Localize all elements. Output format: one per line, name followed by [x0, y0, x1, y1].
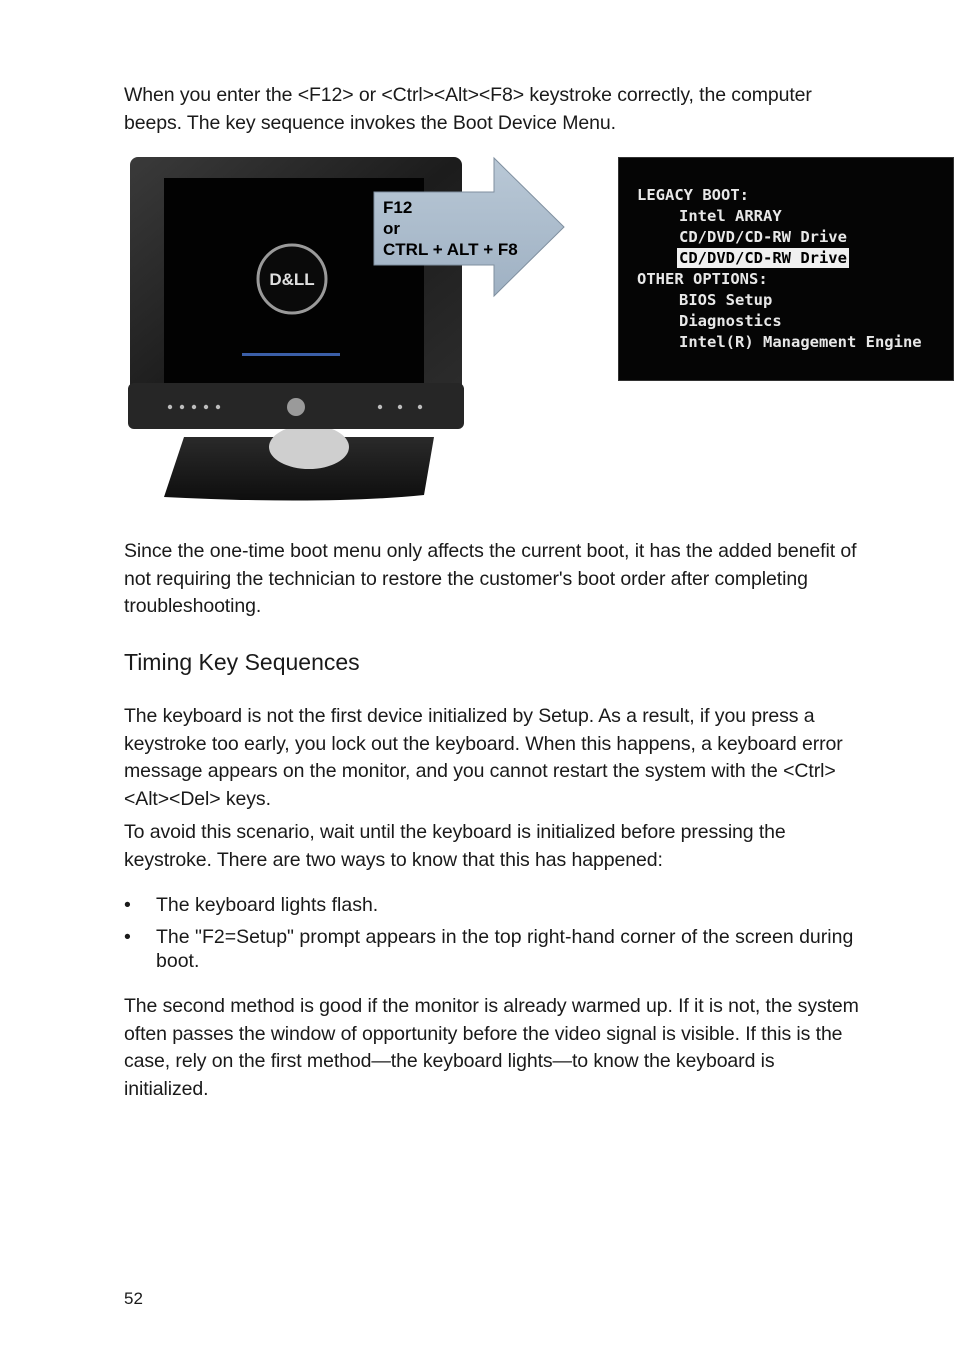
bullet-symbol: •: [124, 894, 131, 916]
section-title: Timing Key Sequences: [124, 649, 360, 675]
boot-device-menu-term: Boot Device Menu: [452, 111, 611, 134]
avoid-paragraph: To avoid this scenario, wait until the keyboard is initialized before pressing the keystroke. There are two ways to know that this has happened:: [124, 821, 786, 871]
intro-paragraph: [124, 82, 864, 137]
intro-text: When you enter the <F12> or <Ctrl><Alt><F8> keystroke correctly, the computer beeps. The key sequence invokes the: [124, 84, 812, 134]
boot-item-intel-array: Intel ARRAY: [679, 207, 782, 225]
arrow-label-ctrl-alt-f8: CTRL + ALT + F8: [383, 240, 518, 259]
option-diagnostics: Diagnostics: [679, 312, 782, 330]
legacy-boot-header: LEGACY BOOT:: [637, 186, 749, 204]
other-options-header: OTHER OPTIONS:: [637, 270, 768, 288]
option-management-engine: Intel(R) Management Engine: [679, 333, 922, 351]
monitor-illustration: [124, 155, 569, 505]
intro-text-end: .: [610, 111, 616, 134]
dell-logo: D&LL: [269, 270, 315, 289]
onetime-boot-paragraph: Since the one-time boot menu only affects the current boot, it has the added benefit of not requiring the technician to restore the customer's boot order after completing troubleshooting.: [124, 540, 857, 617]
option-bios-setup: BIOS Setup: [679, 291, 773, 309]
boot-item-cd-dvd-2-selected: CD/DVD/CD-RW Drive: [679, 249, 847, 267]
boot-item-cd-dvd-1: CD/DVD/CD-RW Drive: [679, 228, 847, 246]
arrow-label-or: or: [383, 219, 400, 238]
list-item: [124, 894, 864, 920]
bullet-symbol: •: [124, 926, 131, 948]
keyboard-paragraph: The keyboard is not the first device initialized by Setup. As a result, if you press a keystroke too early, you lock out the keyboard. When this happens, a keyboard error message appears on the monitor, and you cannot restart the system with the <Ctrl><Alt><Del> keys.: [124, 705, 843, 810]
boot-menu-screenshot: [618, 157, 954, 381]
list-item-text: The "F2=Setup" prompt appears in the top right-hand corner of the screen during boot.: [156, 926, 854, 972]
list-item: [124, 926, 864, 976]
second-method-paragraph: The second method is good if the monitor is already warmed up. If it is not, the system often passes the window of opportunity before the video signal is visible. If this is the case, rely on the first method—the keyboard lights—to know the keyboard is initialized.: [124, 995, 859, 1100]
page-number: 52: [124, 1289, 143, 1308]
list-item-text: The keyboard lights flash.: [156, 894, 379, 916]
arrow-label-f12: F12: [383, 198, 413, 217]
monitor-labels: [124, 155, 569, 505]
